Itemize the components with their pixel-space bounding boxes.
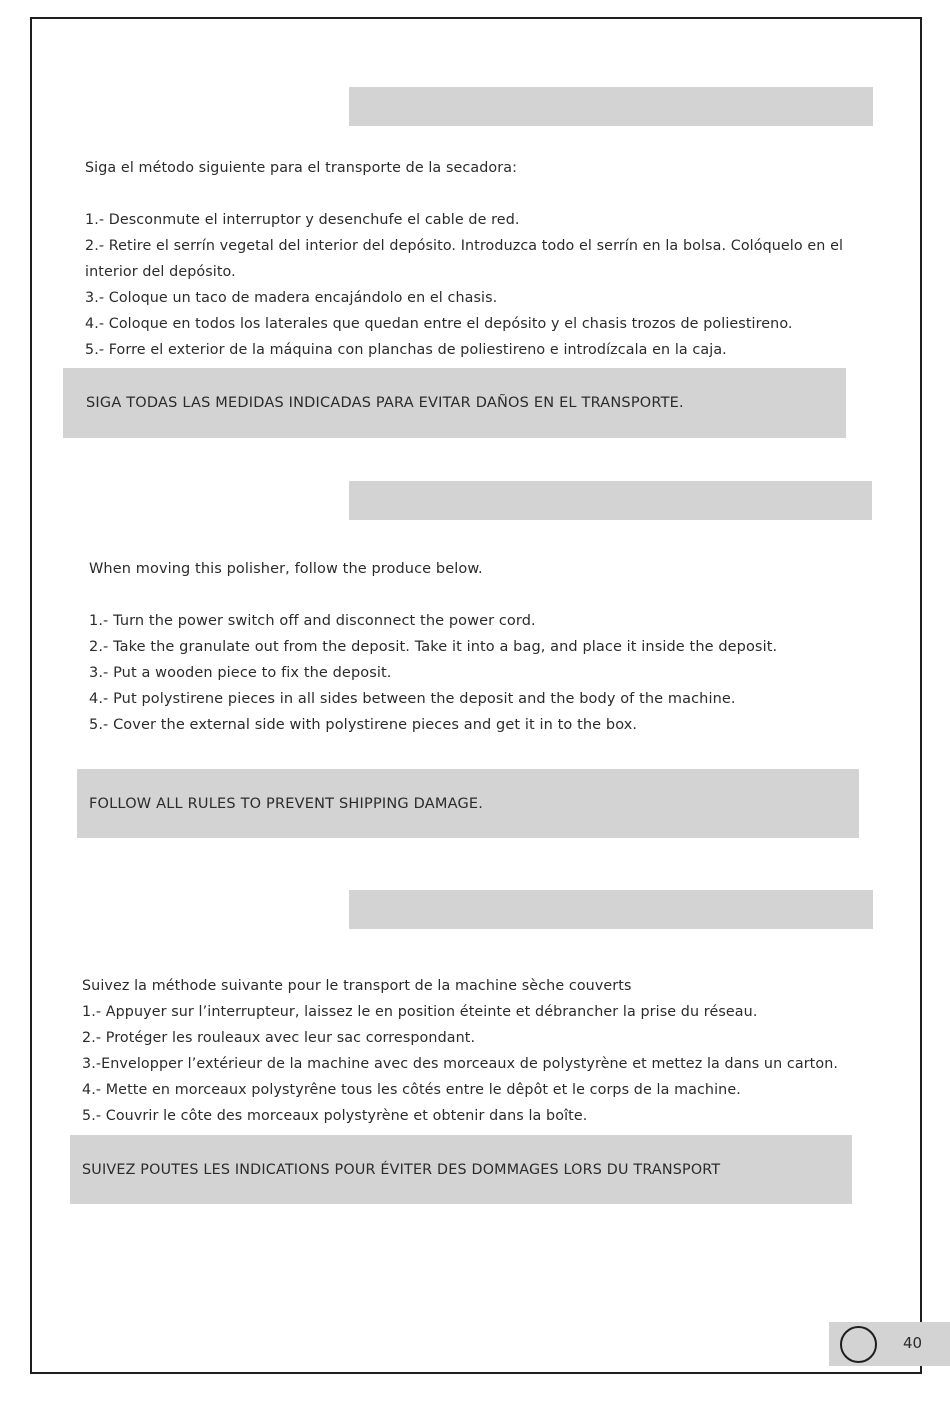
step-5: 5.- Forre el exterior de la máquina con planchas de poliestireno e introdízcala en la caja.	[85, 342, 727, 358]
step-1: 1.- Appuyer sur l’interrupteur, laissez le en position éteinte et débrancher la prise du réseau.	[82, 1004, 758, 1020]
section-header-bar-en	[349, 481, 872, 520]
warning-text: FOLLOW ALL RULES TO PREVENT SHIPPING DAMAGE.	[89, 795, 484, 812]
step-3: 3.- Coloque un taco de madera encajándolo en el chasis.	[85, 290, 498, 306]
step-3: 3.-Envelopper l’extérieur de la machine avec des morceaux de polystyrène et mettez la dans un carton.	[82, 1056, 839, 1072]
warning-text: SUIVEZ POUTES LES INDICATIONS POUR ÉVITER DES DOMMAGES LORS DU TRANSPORT	[82, 1161, 721, 1178]
instructions-en	[89, 556, 869, 738]
step-4: 4.- Put polystirene pieces in all sides between the deposit and the body of the machine.	[89, 691, 736, 707]
warning-box-fr	[70, 1135, 852, 1204]
step-3: 3.- Put a wooden piece to fix the deposit.	[89, 665, 392, 681]
page-number: 40	[903, 1334, 923, 1352]
warning-text: SIGA TODAS LAS MEDIDAS INDICADAS PARA EVITAR DAÑOS EN EL TRANSPORTE.	[86, 395, 684, 411]
warning-box-en	[77, 769, 859, 838]
instructions-es	[85, 155, 875, 363]
step-4: 4.- Coloque en todos los laterales que quedan entre el depósito y el chasis trozos de poliestireno.	[85, 316, 793, 332]
intro-text: When moving this polisher, follow the produce below.	[89, 561, 483, 577]
section-header-bar-fr	[349, 890, 873, 929]
step-2: 2.- Protéger les rouleaux avec leur sac correspondant.	[82, 1030, 476, 1046]
circle-icon	[840, 1326, 877, 1363]
page-number-box	[829, 1322, 950, 1366]
step-2: 2.- Take the granulate out from the deposit. Take it into a bag, and place it inside the deposit.	[89, 639, 778, 655]
intro-text: Siga el método siguiente para el transporte de la secadora:	[85, 160, 517, 176]
step-5: 5.- Couvrir le côte des morceaux polystyrène et obtenir dans la boîte.	[82, 1108, 588, 1124]
step-1: 1.- Turn the power switch off and disconnect the power cord.	[89, 613, 536, 629]
warning-box-es	[63, 368, 846, 438]
step-1: 1.- Desconmute el interruptor y desenchufe el cable de red.	[85, 212, 520, 228]
step-5: 5.- Cover the external side with polystirene pieces and get it in to the box.	[89, 717, 638, 733]
section-header-bar-es	[349, 87, 873, 126]
step-2: 2.- Retire el serrín vegetal del interior del depósito. Introduzca todo el serrín en la bolsa. Colóquelo en el interior del depósito.	[85, 238, 844, 280]
intro-text: Suivez la méthode suivante pour le transport de la machine sèche couverts	[82, 978, 632, 994]
instructions-fr	[82, 973, 882, 1129]
step-4: 4.- Mette en morceaux polystyrêne tous les côtés entre le dêpôt et le corps de la machine.	[82, 1082, 741, 1098]
